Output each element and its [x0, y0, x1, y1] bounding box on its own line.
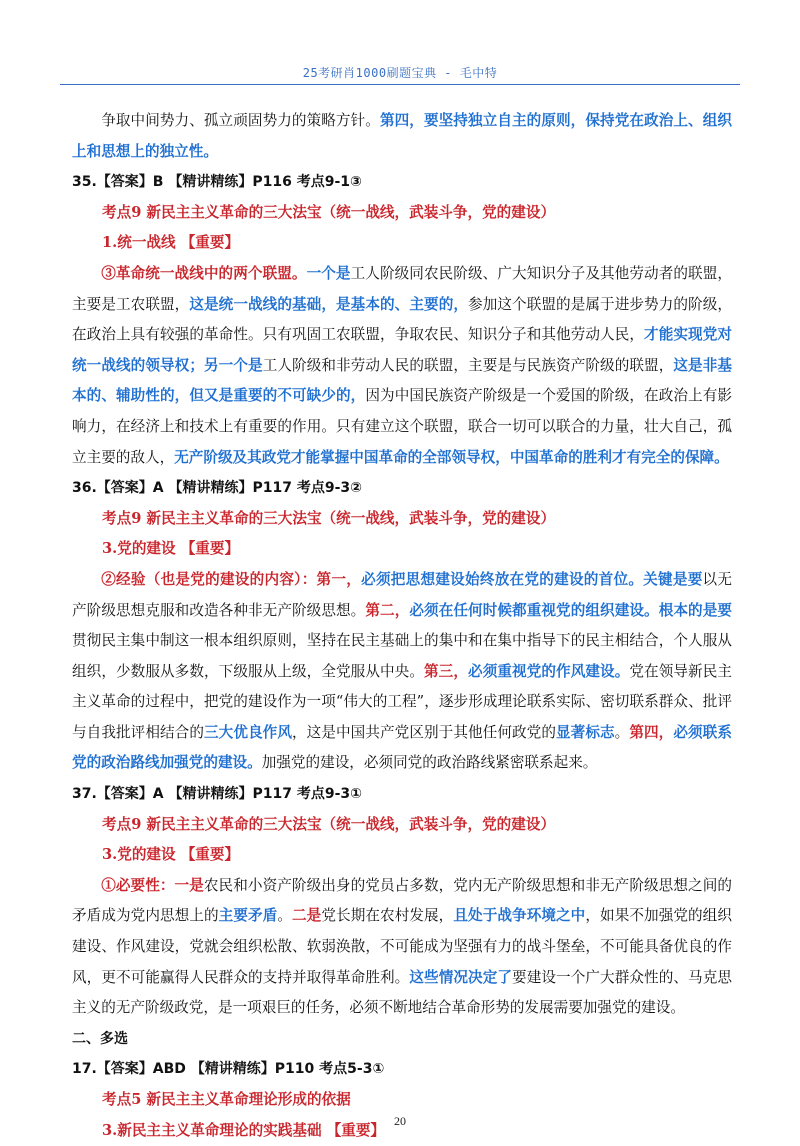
highlight-blue: 无产阶级及其政党才能掌握中国革命的全部领导权，中国革命的胜利才有完全的保障。 [174, 448, 729, 466]
section-title: 二、多选 [72, 1030, 128, 1047]
plain-text: ，如果不加强党的组织建设、作风建设，党就会组织松散、软弱涣散，不可能成为坚强有力的战斗堡垒，不可能具备优良的作风，更不可能赢得人民群众的支持并取得革命胜利。 [72, 907, 732, 986]
highlight-blue: 且处于战争环境之中 [453, 907, 586, 925]
plain-text: 党长期在农村发展， [321, 907, 454, 925]
plain-text: 党在领导新民主主义革命的过程中，把党的建设作为一项“伟大的工程”，逐步形成理论联系实际、密切联系群众、批评与自我批评相结合的 [72, 662, 732, 741]
sub-heading: 3.党的建设 【重要】 [102, 540, 240, 558]
answer-36-heading: 36.【答案】A 【精讲精练】P117 考点9-3② [72, 480, 363, 497]
kaodian-heading: 考点9 新民主主义革命的三大法宝（统一战线，武装斗争，党的建设） [102, 509, 556, 527]
plain-text: 加强党的建设，必须同党的政治路线紧密联系起来。 [261, 754, 598, 772]
plain-text: 争取中间势力、孤立顽固势力的策略方针。 [101, 112, 380, 129]
plain-text: 工人阶级和非劳动人民的联盟，主要是与民族资产阶级的联盟， [262, 356, 674, 374]
plain-text: 以无产阶级思想克服和改造各种非无产阶级思想。 [72, 570, 732, 619]
highlight-blue: 主要矛盾 [218, 907, 278, 925]
running-header: 25考研肖1000刷题宝典 - 毛中特 [302, 66, 498, 80]
highlight-blue: 这些情况决定了 [409, 968, 513, 986]
kaodian-heading: 考点9 新民主主义革命的三大法宝（统一战线，武装斗争，党的建设） [102, 203, 556, 221]
highlight-blue: 一个是 [306, 264, 351, 282]
plain-text: 。 [614, 723, 630, 741]
plain-text: 工人阶级同农民阶级、广大知识分子及其他劳动者的联盟，主要是工农联盟， [72, 264, 732, 313]
highlight-red: ②经验（也是党的建设的内容）：第一， [101, 570, 362, 588]
continuation-paragraph [72, 106, 732, 167]
highlight-red: ①必要性： [101, 876, 175, 894]
answer-35-paragraph [72, 259, 732, 473]
highlight-blue: 必须联系党的政治路线加强党的建设。 [72, 723, 732, 772]
highlight-blue: 显著标志 [556, 723, 615, 741]
highlight-blue: 必须在任何时候都重视党的组织建设。根本的是要 [409, 601, 732, 619]
kaodian-heading: 考点5 新民主主义革命理论形成的依据 [102, 1091, 351, 1108]
kaodian-heading: 考点9 新民主主义革命的三大法宝（统一战线，武装斗争，党的建设） [102, 815, 556, 833]
sub-heading: 3.党的建设 【重要】 [102, 846, 240, 864]
plain-text: 贯彻民主集中制这一根本组织原则，坚持在民主基础上的集中和在集中指导下的民主相结合，个人服从组织，少数服从多数，下级服从上级，全党服从中央。 [72, 632, 732, 680]
sub-heading: 1.统一战线 【重要】 [102, 234, 240, 252]
highlight-blue: 必须把思想建设始终放在党的建设的首位。关键是要 [361, 570, 703, 588]
page-content [72, 106, 732, 1146]
highlight-red: 第三， [424, 662, 469, 680]
answer-37-paragraph [72, 871, 732, 1024]
plain-text: 要建设一个广大群众性的、马克思主义的无产阶级政党，是一项艰巨的任务，必须不断地结合革命形势的发展需要加强党的建设。 [72, 968, 732, 1017]
highlight-blue: 必须重视党的作风建设。 [468, 662, 630, 680]
answer-36-paragraph [72, 565, 732, 779]
plain-text: 。 [277, 907, 293, 925]
answer-17-heading: 17.【答案】ABD 【精讲精练】P110 考点5-3① [72, 1061, 385, 1078]
highlight-blue: 另一个是 [203, 356, 263, 374]
answer-35-heading: 35.【答案】B 【精讲精练】P116 考点9-1③ [72, 174, 362, 191]
highlight-blue: 三大优良作风 [204, 723, 292, 741]
highlight-red: 第二， [365, 601, 410, 619]
sub-heading: 3.新民主主义革命理论的实践基础 【重要】 [102, 1121, 386, 1139]
highlight-blue: 这是统一战线的基础，是基本的、主要的， [189, 295, 469, 313]
plain-text: 参加这个联盟的是属于进步势力的阶级，在政治上具有较强的革命性。只有巩固工农联盟，争取农民、知识分子和其他劳动人民， [72, 295, 732, 344]
highlight-blue: 第四，要坚持独立自主的原则，保持党在政治上、组织上和思想上的独立性。 [72, 112, 732, 160]
highlight-red: 第四， [629, 723, 674, 741]
header-divider [60, 84, 740, 85]
plain-text: 因为中国民族资产阶级是一个爱国的阶级，在政治上有影响力，在经济上和技术上有重要的作用。只有建立这个联盟，联合一切可以联合的力量，壮大自己，孤立主要的敌人， [72, 387, 732, 466]
highlight-blue: 才能实现党对统一战线的领导权； [72, 326, 732, 374]
highlight-red: 二是 [292, 907, 322, 925]
answer-37-heading: 37.【答案】A 【精讲精练】P117 考点9-3① [72, 786, 363, 803]
plain-text: 农民和小资产阶级出身的党员占多数，党内无产阶级思想和非无产阶级思想之间的矛盾成为党内思想上的 [72, 876, 732, 925]
page-number: 20 [394, 1114, 406, 1128]
highlight-red: 一是 [174, 876, 204, 894]
plain-text: ，这是中国共产党区别于其他任何政党的 [292, 723, 556, 741]
highlight-red: ③革命统一战线中的两个联盟。 [101, 264, 307, 282]
highlight-blue: 这是非基本的、辅助性的，但又是重要的不可缺少的， [72, 356, 732, 405]
